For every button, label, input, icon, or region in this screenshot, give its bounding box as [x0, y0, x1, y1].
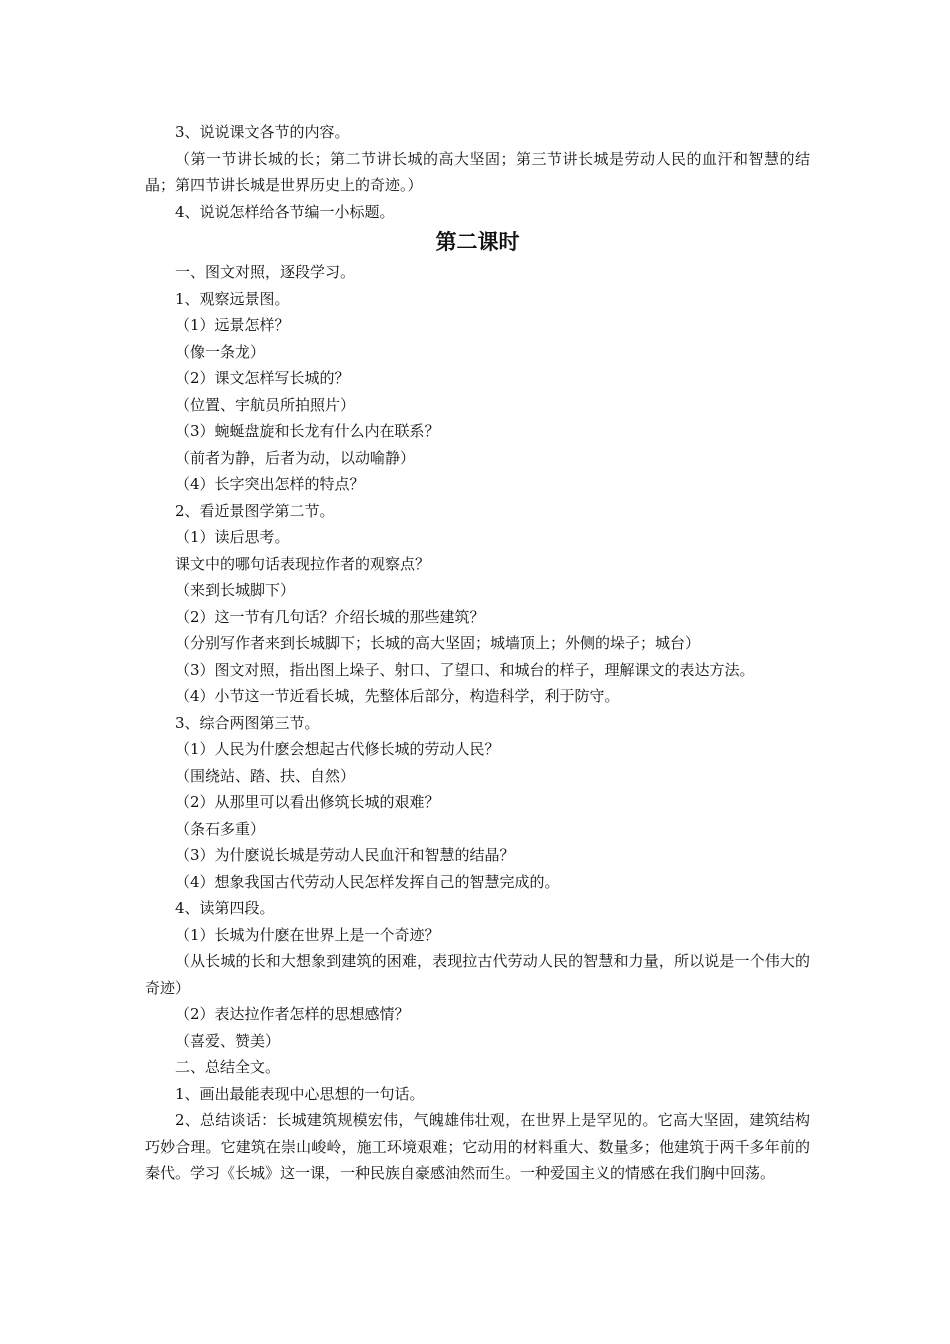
paragraph: （喜爱、赞美）	[175, 1031, 281, 1050]
paragraph: 2、看近景图学第二节。	[175, 501, 335, 520]
paragraph: 二、总结全文。	[175, 1058, 281, 1076]
paragraph: （2）课文怎样写长城的？	[175, 369, 350, 387]
paragraph: 4、读第四段。	[175, 899, 275, 917]
paragraph: （3）为什麽说长城是劳动人民血汗和智慧的结晶？	[175, 846, 515, 864]
paragraph: （2）表达拉作者怎样的思想感情？	[175, 1005, 410, 1023]
paragraph: 2、总结谈话：长城建筑规模宏伟，气魄雄伟壮观，在世界上是罕见的。它高大坚固，建筑结构巧妙合理。它建筑在崇山峻岭，施工环境艰难；它动用的材料重大、数量多；他建筑于两千多年前的秦代。学习《长城》这一课，一种民族自豪感油然而生。一种爱国主义的情感在我们胸中回荡。	[145, 1111, 810, 1182]
paragraph: 1、观察远景图。	[175, 289, 290, 308]
paragraph: （来到长城脚下）	[175, 581, 296, 599]
paragraph: （围绕站、踏、扶、自然）	[175, 766, 356, 785]
paragraph: （2）从那里可以看出修筑长城的艰难？	[175, 793, 440, 811]
paragraph: （前者为静，后者为动，以动喻静）	[175, 448, 416, 467]
paragraph: 课文中的哪句话表现拉作者的观察点？	[175, 554, 431, 573]
paragraph: （1）人民为什麽会想起古代修长城的劳动人民？	[175, 740, 500, 758]
paragraph: （1）远景怎样？	[175, 316, 290, 334]
paragraph: （1）读后思考。	[175, 528, 290, 546]
paragraph: 1、画出最能表现中心思想的一句话。	[175, 1084, 425, 1103]
paragraph: （第一节讲长城的长；第二节讲长城的高大坚固；第三节讲长城是劳动人民的血汗和智慧的结晶；第四节讲长城是世界历史上的奇迹。）	[145, 149, 810, 194]
paragraph: （4）小节这一节近看长城，先整体后部分，构造科学，利于防守。	[175, 687, 620, 705]
paragraph: （4）长字突出怎样的特点？	[175, 475, 365, 493]
paragraph: 3、综合两图第三节。	[175, 713, 320, 732]
paragraph: （1）长城为什麽在世界上是一个奇迹？	[175, 925, 440, 944]
paragraph: （位置、宇航员所拍照片）	[175, 395, 356, 414]
paragraph: （3）图文对照，指出图上垛子、射口、了望口、和城台的样子，理解课文的表达方法。	[175, 660, 755, 679]
paragraph: （3）蜿蜒盘旋和长龙有什么内在联系？	[175, 422, 440, 440]
paragraph: （2）这一节有几句话？介绍长城的那些建筑？	[175, 607, 485, 626]
section-title: 第二课时	[435, 230, 520, 254]
paragraph: （分别写作者来到长城脚下；长城的高大坚固；城墙顶上；外侧的垛子；城台）	[175, 634, 701, 652]
paragraph: （像一条龙）	[175, 342, 266, 361]
paragraph: 4、说说怎样给各节编一小标题。	[175, 202, 395, 221]
paragraph: 3、说说课文各节的内容。	[175, 123, 350, 141]
document-body	[145, 259, 810, 1187]
paragraph: （从长城的长和大想象到建筑的困难，表现拉古代劳动人民的智慧和力量，所以说是一个伟大的奇迹）	[145, 952, 810, 997]
paragraph: （4）想象我国古代劳动人民怎样发挥自己的智慧完成的。	[175, 872, 560, 891]
document-page	[145, 119, 810, 1187]
paragraph: （条石多重）	[175, 819, 266, 838]
paragraph: 一、图文对照，逐段学习。	[175, 263, 356, 281]
